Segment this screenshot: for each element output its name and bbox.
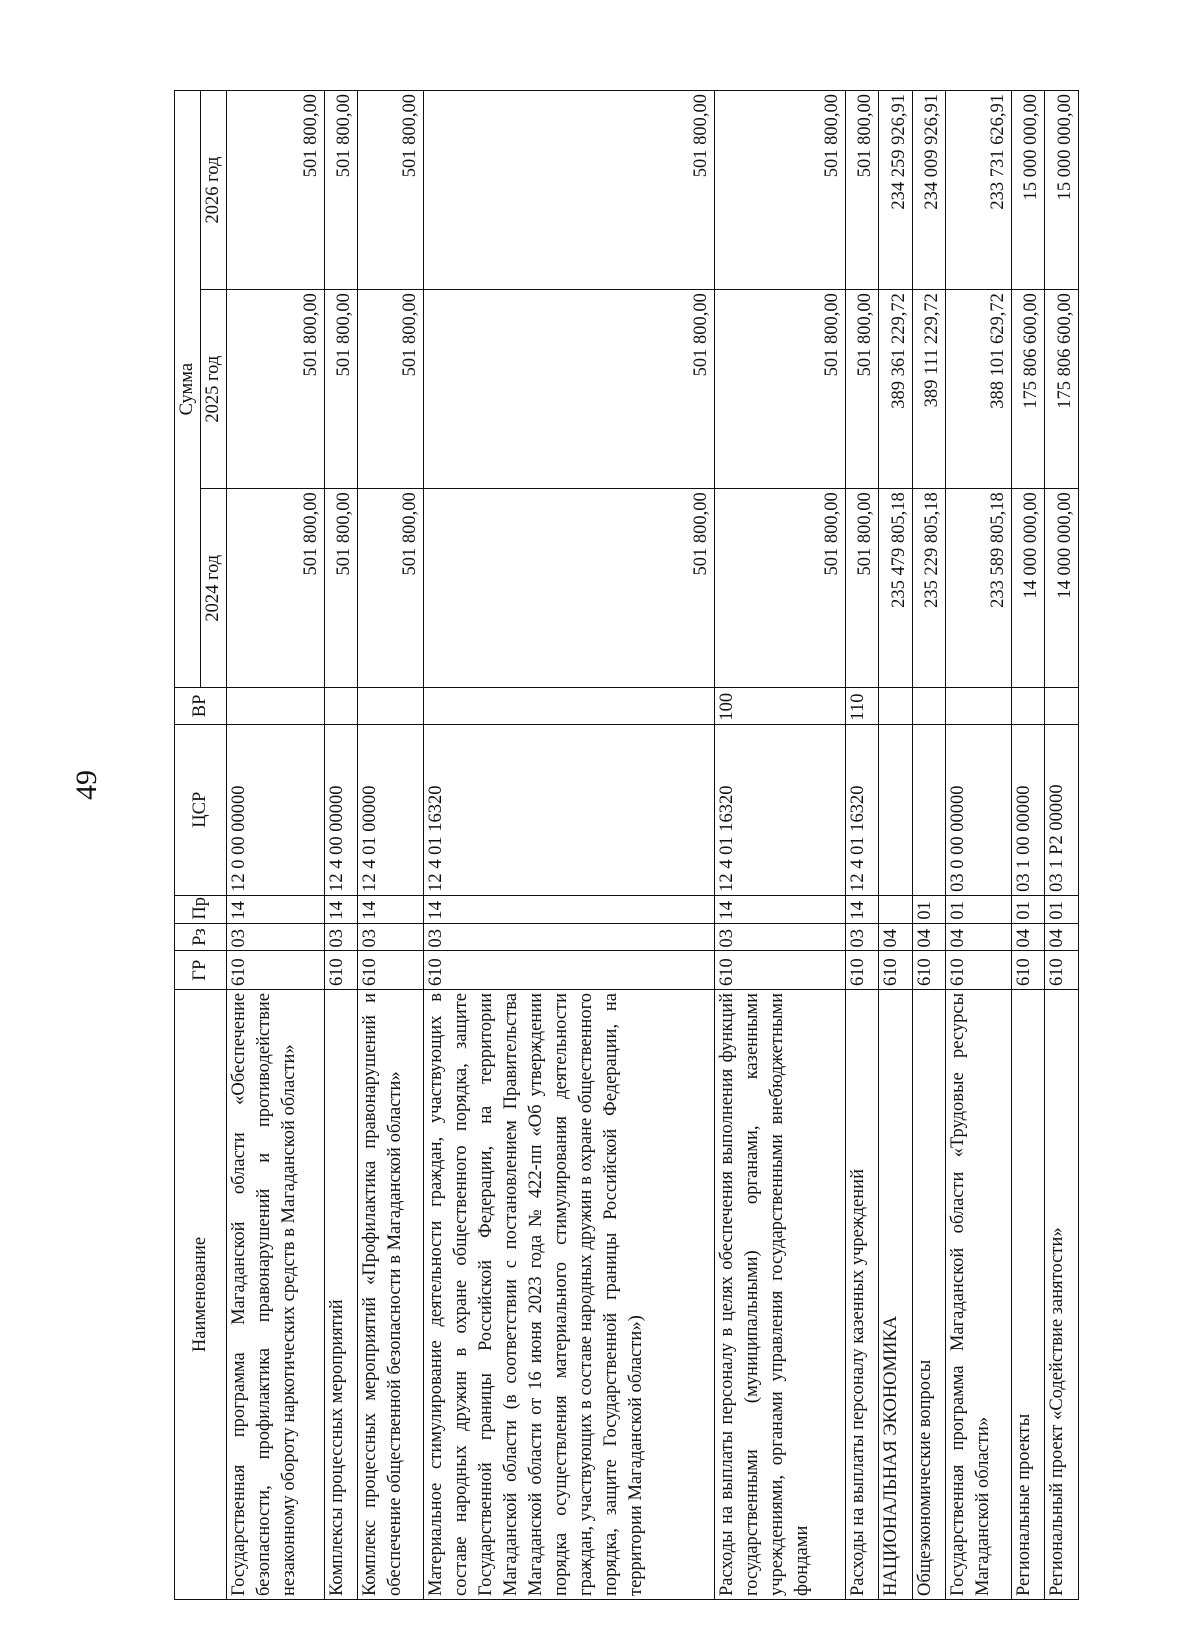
row-gr: 610 [715, 951, 845, 990]
table-row [227, 91, 325, 1600]
row-csr: 03 1 P2 00000 [1045, 724, 1079, 895]
row-vr [424, 688, 715, 724]
row-name: Общеэкономические вопросы [912, 989, 946, 1599]
row-gr: 610 [227, 951, 325, 990]
row-rz: 03 [358, 923, 424, 951]
row-name: Региональный проект «Содействие занятости» [1045, 989, 1079, 1599]
row-rz: 03 [845, 923, 879, 951]
table-row [912, 91, 946, 1600]
table-row [715, 91, 845, 1600]
row-2026: 501 800,00 [324, 91, 358, 290]
row-csr [912, 724, 946, 895]
row-2026: 234 259 926,91 [879, 91, 913, 290]
row-pr: 01 [1045, 895, 1079, 923]
row-pr: 14 [324, 895, 358, 923]
row-2024: 235 229 805,18 [912, 489, 946, 688]
row-csr: 12 4 01 00000 [358, 724, 424, 895]
row-vr [227, 688, 325, 724]
row-name: Государственная программа Магаданской области «Трудовые ресурсы Магаданской области» [946, 989, 1012, 1599]
table-row [946, 91, 1012, 1600]
header-csr: ЦСР [175, 724, 227, 895]
row-2025: 501 800,00 [358, 290, 424, 489]
row-2025: 501 800,00 [324, 290, 358, 489]
row-gr: 610 [845, 951, 879, 990]
row-name: Региональные проекты [1011, 989, 1045, 1599]
row-name: НАЦИОНАЛЬНАЯ ЭКОНОМИКА [879, 989, 913, 1599]
row-gr: 610 [912, 951, 946, 990]
row-name: Комплекс процессных мероприятий «Профилактика правонарушений и обеспечение общественной безопасности в Магаданской области» [358, 989, 424, 1599]
row-name: Расходы на выплаты персоналу в целях обеспечения выполнения функций государственными (муниципальными) органами, казенными учреждениями, органами управления государственными внебюджетными фондами [715, 989, 845, 1599]
row-2025: 501 800,00 [424, 290, 715, 489]
row-2024: 14 000 000,00 [1045, 489, 1079, 688]
row-csr [879, 724, 913, 895]
row-2026: 501 800,00 [715, 91, 845, 290]
row-2025: 501 800,00 [227, 290, 325, 489]
table-row [358, 91, 424, 1600]
row-rz: 03 [324, 923, 358, 951]
row-pr: 14 [845, 895, 879, 923]
row-2026: 501 800,00 [227, 91, 325, 290]
header-pr: Пр [175, 895, 227, 923]
row-gr: 610 [324, 951, 358, 990]
table-row [845, 91, 879, 1600]
row-2025: 389 111 229,72 [912, 290, 946, 489]
row-vr: 100 [715, 688, 845, 724]
row-vr: 110 [845, 688, 879, 724]
row-vr [358, 688, 424, 724]
row-vr [912, 688, 946, 724]
row-gr: 610 [358, 951, 424, 990]
row-2026: 501 800,00 [424, 91, 715, 290]
table-row [424, 91, 715, 1600]
row-csr: 12 4 00 00000 [324, 724, 358, 895]
row-name: Государственная программа Магаданской области «Обеспечение безопасности, профилактика правонарушений и противодействие незаконному обороту наркотических средств в Магаданской области» [227, 989, 325, 1599]
row-rz: 03 [715, 923, 845, 951]
table-row [324, 91, 358, 1600]
row-2024: 501 800,00 [845, 489, 879, 688]
row-2025: 389 361 229,72 [879, 290, 913, 489]
row-csr: 03 0 00 00000 [946, 724, 1012, 895]
row-2025: 175 806 600,00 [1045, 290, 1079, 489]
row-gr: 610 [1011, 951, 1045, 990]
header-2024: 2024 год [201, 489, 227, 688]
row-rz: 04 [912, 923, 946, 951]
budget-table-container [174, 90, 1079, 1600]
row-pr: 14 [715, 895, 845, 923]
row-2024: 501 800,00 [324, 489, 358, 688]
row-rz: 04 [879, 923, 913, 951]
table-row [879, 91, 913, 1600]
row-2026: 233 731 626,91 [946, 91, 1012, 290]
row-rz: 04 [1045, 923, 1079, 951]
row-2026: 501 800,00 [845, 91, 879, 290]
row-rz: 03 [424, 923, 715, 951]
row-csr: 12 4 01 16320 [845, 724, 879, 895]
row-2024: 233 589 805,18 [946, 489, 1012, 688]
row-vr [879, 688, 913, 724]
row-2024: 14 000 000,00 [1011, 489, 1045, 688]
row-gr: 610 [1045, 951, 1079, 990]
row-pr: 01 [946, 895, 1012, 923]
row-rz: 04 [946, 923, 1012, 951]
row-pr: 14 [227, 895, 325, 923]
header-sum: Сумма [175, 91, 201, 688]
row-name: Расходы на выплаты персоналу казенных учреждений [845, 989, 879, 1599]
row-2026: 15 000 000,00 [1045, 91, 1079, 290]
row-csr: 12 4 01 16320 [715, 724, 845, 895]
row-vr [324, 688, 358, 724]
row-pr [879, 895, 913, 923]
row-gr: 610 [946, 951, 1012, 990]
row-csr: 03 1 00 00000 [1011, 724, 1045, 895]
header-2026: 2026 год [201, 91, 227, 290]
row-2024: 235 479 805,18 [879, 489, 913, 688]
header-row-1 [175, 91, 201, 1600]
header-rz: Рз [175, 923, 227, 951]
row-2025: 388 101 629,72 [946, 290, 1012, 489]
row-2025: 501 800,00 [715, 290, 845, 489]
header-2025: 2025 год [201, 290, 227, 489]
row-csr: 12 0 00 00000 [227, 724, 325, 895]
budget-table [174, 90, 1079, 1600]
table-row [1011, 91, 1045, 1600]
row-2025: 501 800,00 [845, 290, 879, 489]
row-pr: 14 [424, 895, 715, 923]
row-2026: 501 800,00 [358, 91, 424, 290]
row-2024: 501 800,00 [715, 489, 845, 688]
row-name: Материальное стимулирование деятельности граждан, участвующих в составе народных дружин в охране общественного порядка, защите Государственной границы Российской Федерации, на территории Магаданской области (в соответствии с постановлением Правительства Магаданской области от 16 июня 2023 года № 422-пп «Об утверждении порядка осуществления материального стимулирования деятельности граждан, участвующих в составе народных дружин в охране общественного порядка, защите Государственной границы Российской Федерации, на территории Магаданской области») [424, 989, 715, 1599]
row-vr [1045, 688, 1079, 724]
row-2025: 175 806 600,00 [1011, 290, 1045, 489]
row-gr: 610 [879, 951, 913, 990]
row-2026: 15 000 000,00 [1011, 91, 1045, 290]
row-2024: 501 800,00 [358, 489, 424, 688]
row-pr: 01 [912, 895, 946, 923]
header-gr: ГР [175, 951, 227, 990]
row-2024: 501 800,00 [424, 489, 715, 688]
row-rz: 03 [227, 923, 325, 951]
table-row [1045, 91, 1079, 1600]
header-name: Наименование [175, 989, 227, 1599]
header-vr: ВР [175, 688, 227, 724]
page-number: 49 [70, 770, 103, 800]
row-name: Комплексы процессных мероприятий [324, 989, 358, 1599]
row-csr: 12 4 01 16320 [424, 724, 715, 895]
row-gr: 610 [424, 951, 715, 990]
row-vr [1011, 688, 1045, 724]
row-2024: 501 800,00 [227, 489, 325, 688]
row-pr: 01 [1011, 895, 1045, 923]
row-pr: 14 [358, 895, 424, 923]
row-2026: 234 009 926,91 [912, 91, 946, 290]
row-rz: 04 [1011, 923, 1045, 951]
row-vr [946, 688, 1012, 724]
